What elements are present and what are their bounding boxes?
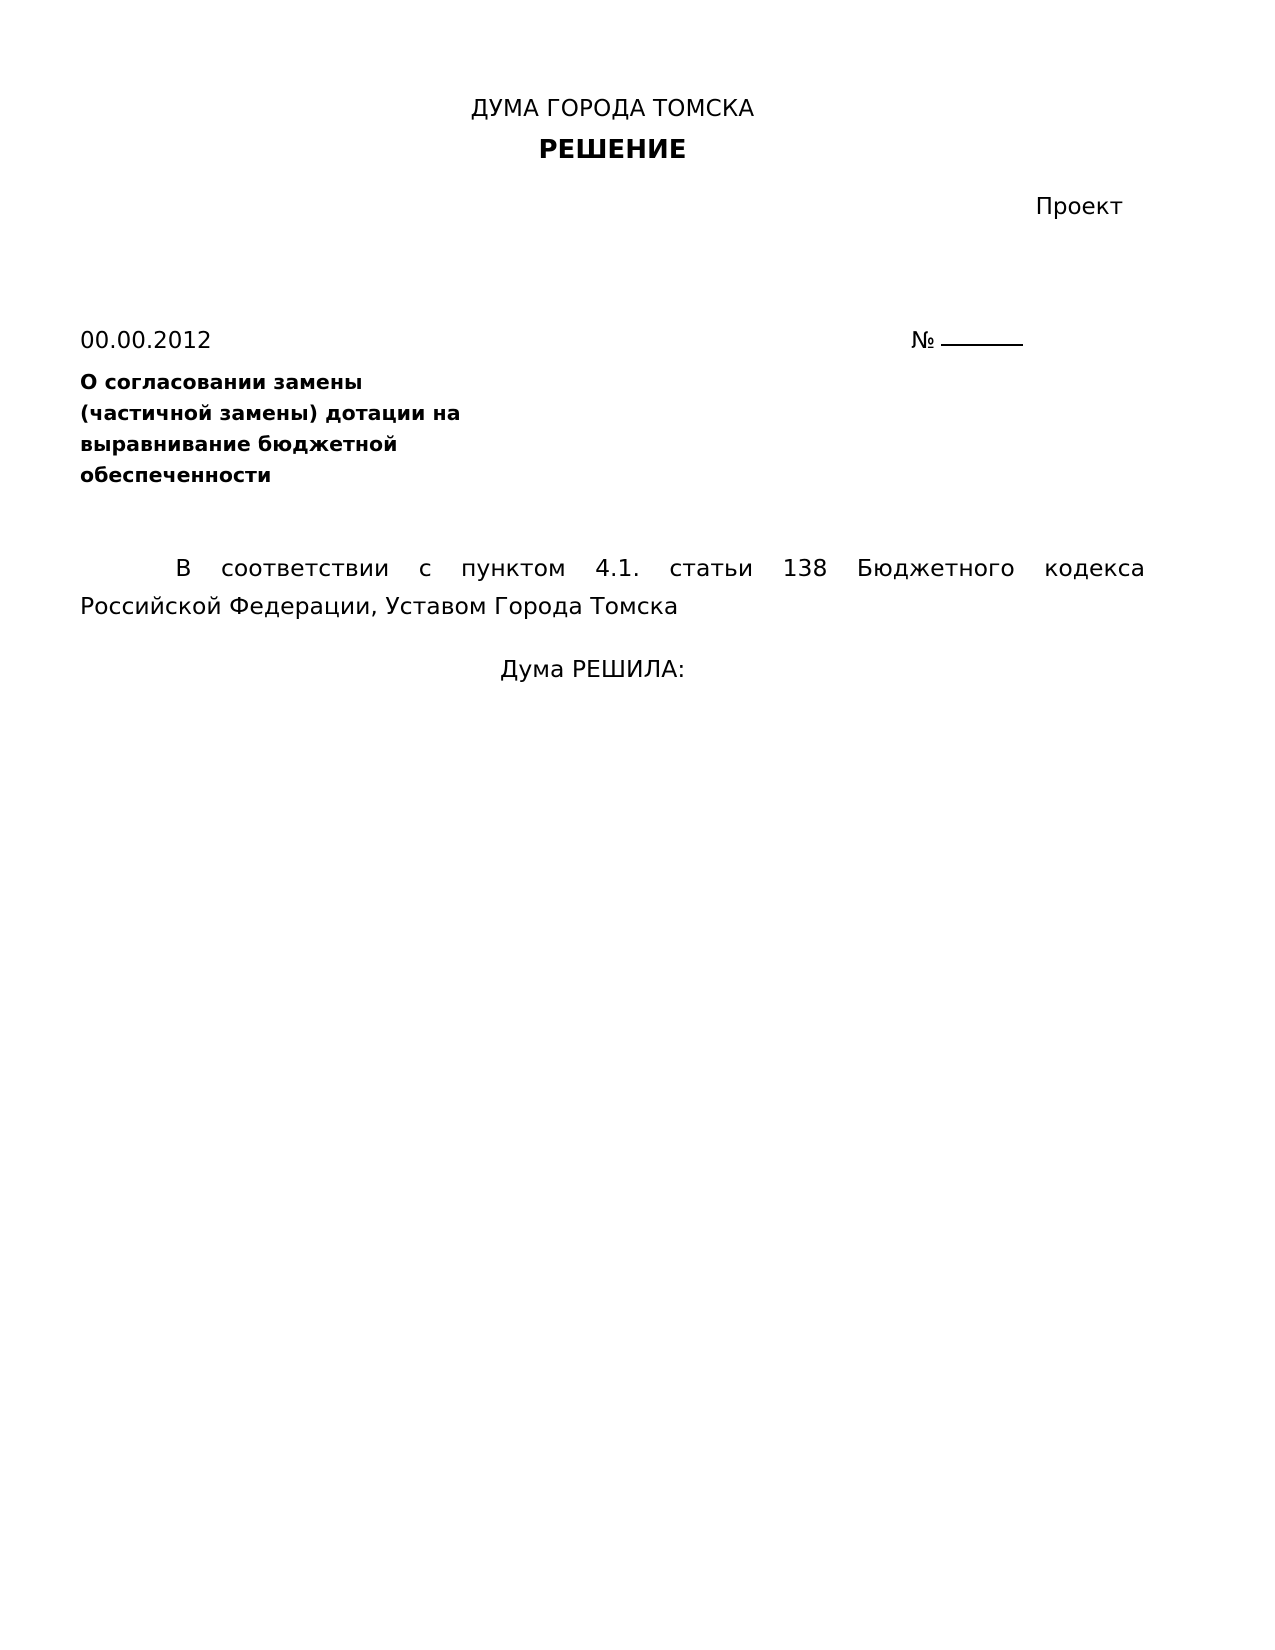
- document-content: [80, 0, 1145, 687]
- organization-title: ДУМА ГОРОДА ТОМСКА: [470, 96, 755, 122]
- project-label: Проект: [1035, 194, 1123, 221]
- subject-line: выравнивание бюджетной: [80, 432, 398, 457]
- document-body-paragraph: [80, 549, 1145, 625]
- document-meta-row: [80, 328, 1145, 354]
- body-word: пунктом: [461, 554, 566, 583]
- document-number-prefix: №: [911, 328, 935, 355]
- decision-statement: Дума РЕШИЛА:: [500, 654, 686, 683]
- body-word: В: [175, 554, 192, 583]
- body-word: 4.1.: [595, 554, 640, 583]
- subject-line: (частичной замены) дотации на: [80, 400, 461, 425]
- document-date: 00.00.2012: [80, 328, 212, 355]
- body-word: с: [418, 554, 432, 583]
- document-number: [911, 328, 1145, 354]
- body-line-1: [80, 549, 1145, 587]
- document-number-blank: [941, 344, 1023, 346]
- body-word: кодекса: [1044, 554, 1145, 583]
- body-word: статьи: [669, 554, 754, 583]
- document-subject: [80, 367, 550, 492]
- subject-line: обеспеченности: [80, 463, 272, 488]
- body-line-2: Российской Федерации, Уставом Города Томска: [80, 592, 679, 621]
- paragraph-indent: [80, 549, 146, 587]
- body-word: 138: [782, 554, 828, 583]
- body-word: Бюджетного: [856, 554, 1015, 583]
- body-word: соответствии: [220, 554, 390, 583]
- document-kind-heading: РЕШЕНИЕ: [538, 135, 687, 166]
- subject-line: О согласовании замены: [80, 369, 363, 394]
